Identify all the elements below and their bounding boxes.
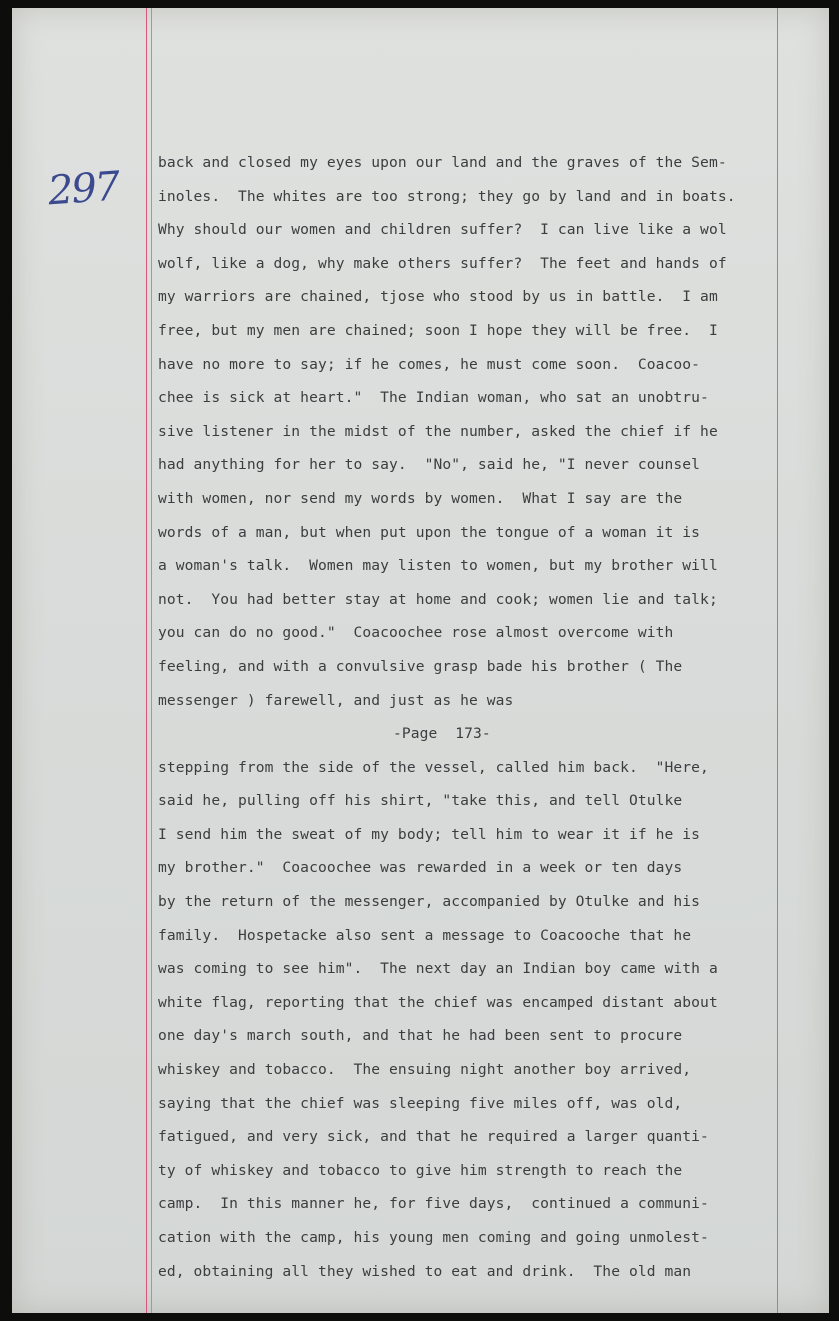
text-line: not. You had better stay at home and cook; women lie and talk; [158, 590, 718, 608]
text-line: stepping from the side of the vessel, called him back. "Here, [158, 758, 709, 776]
text-line: said he, pulling off his shirt, "take this, and tell Otulke [158, 792, 683, 810]
text-line: have no more to say; if he comes, he must come soon. Coacoo- [158, 355, 701, 373]
text-line: ty of whiskey and tobacco to give him strength to reach the [158, 1161, 683, 1179]
text-line: my brother." Coacoochee was rewarded in a week or ten days [158, 859, 683, 877]
text-line: wolf, like a dog, why make others suffer? The feet and hands of [158, 254, 727, 272]
text-line: one day's march south, and that he had been sent to procure [158, 1027, 683, 1045]
text-after-page-break [158, 751, 798, 1289]
text-line: family. Hospetacke also sent a message to Coacooche that he [158, 926, 692, 944]
page-number-marker: -Page 173- [393, 725, 491, 743]
text-line: was coming to see him". The next day an Indian boy came with a [158, 960, 718, 978]
text-line: Why should our women and children suffer? I can live like a wol [158, 221, 727, 239]
text-line: a woman's talk. Women may listen to women, but my brother will [158, 557, 718, 575]
text-line: free, but my men are chained; soon I hope they will be free. I [158, 321, 718, 339]
text-line: white flag, reporting that the chief was encamped distant about [158, 993, 718, 1011]
text-line: feeling, and with a convulsive grasp bade his brother ( The [158, 657, 683, 675]
text-line: my warriors are chained, tjose who stood by us in battle. I am [158, 288, 718, 306]
typed-text-block [158, 146, 798, 1288]
handwritten-folio-number: 297 [46, 163, 120, 215]
text-line: back and closed my eyes upon our land and the graves of the Sem- [158, 154, 727, 171]
text-line: fatigued, and very sick, and that he required a larger quanti- [158, 1128, 709, 1146]
text-line: chee is sick at heart." The Indian woman, who sat an unobtru- [158, 389, 709, 407]
text-line: messenger ) farewell, and just as he was [158, 691, 514, 709]
text-line: cation with the camp, his young men coming and going unmolest- [158, 1229, 709, 1246]
text-line: with women, nor send my words by women. What I say are the [158, 489, 683, 507]
text-line: inoles. The whites are too strong; they go by land and in boats. [158, 187, 736, 205]
text-line: had anything for her to say. "No", said he, "I never counsel [158, 456, 701, 474]
margin-rule-left-inner [151, 8, 152, 1313]
text-line: by the return of the messenger, accompanied by Otulke and his [158, 893, 701, 911]
text-line: words of a man, but when put upon the tongue of a woman it is [158, 523, 701, 541]
text-line: ed, obtaining all they wished to eat and drink. The old man [158, 1262, 692, 1280]
text-line: you can do no good." Coacoochee rose almost overcome with [158, 624, 674, 642]
text-line: whiskey and tobacco. The ensuing night another boy arrived, [158, 1061, 692, 1079]
text-line: I send him the sweat of my body; tell him to wear it if he is [158, 825, 701, 843]
text-before-page-break [158, 146, 798, 717]
text-line: saying that the chief was sleeping five miles off, was old, [158, 1094, 683, 1112]
text-line: camp. In this manner he, for five days, continued a communi- [158, 1195, 709, 1213]
text-line: sive listener in the midst of the number, asked the chief if he [158, 422, 718, 440]
margin-rule-left [146, 8, 147, 1313]
